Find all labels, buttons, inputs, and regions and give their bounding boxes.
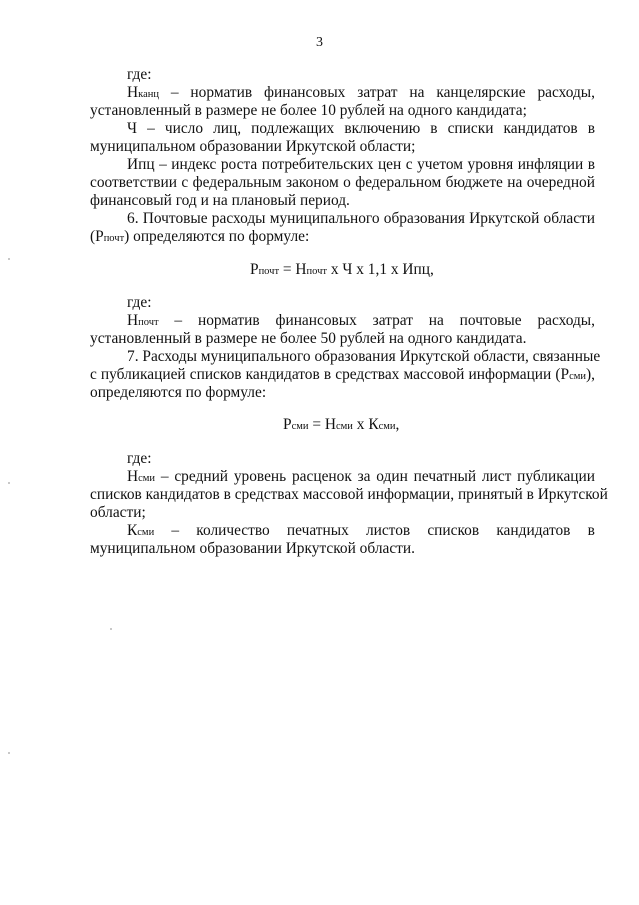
item7-line2 <box>90 366 595 386</box>
scan-speck <box>110 628 112 630</box>
nsmi-definition-line3: области; <box>90 504 146 521</box>
page-number: 3 <box>316 35 323 50</box>
ksmi-word: списков <box>427 522 480 539</box>
npocht-word: финансовых <box>275 312 357 329</box>
formula1-p-sub: почт <box>258 266 280 277</box>
nkanc-symbol: Н <box>127 84 139 101</box>
formula2-eq: = Н <box>308 416 336 433</box>
npocht-word: – <box>174 312 183 329</box>
ch-definition-line1: Ч – число лиц, подлежащих включению в списки кандидатов в <box>127 120 595 137</box>
item7-line2-text: с публикацией списков кандидатов в средствах массовой информации (Р <box>90 366 570 383</box>
nkanc-text: – норматив финансовых затрат на канцелярские расходы, <box>158 84 595 101</box>
scan-speck <box>8 258 10 260</box>
ksmi-word: количество <box>196 522 270 539</box>
item6-suffix: ) определяются по формуле: <box>124 228 310 245</box>
nkanc-definition-line2: установленный в размере не более 10 рублей на одного кандидата; <box>90 102 527 119</box>
item7-line1: 7. Расходы муниципального образования Иркутской области, связанные <box>127 348 601 365</box>
ipc-definition-line1: Ипц – индекс роста потребительских цен с учетом уровня инфляции в <box>127 156 595 173</box>
npocht-word: на <box>428 312 444 329</box>
nsmi-subscript: сми <box>138 473 156 484</box>
formula1-eq: = Н <box>279 261 307 278</box>
item7-line3: определяются по формуле: <box>90 384 267 401</box>
nsmi-definition-line2: списков кандидатов в средствах массовой информации, принятый в Иркутской <box>90 486 608 503</box>
scan-speck <box>8 482 10 484</box>
ksmi-subscript: сми <box>137 527 155 538</box>
formula1-p: Р <box>250 261 259 278</box>
npocht-definition-line2: установленный в размере не более 50 рублей на одного кандидата. <box>90 330 527 347</box>
nsmi-symbol: Н <box>127 468 139 485</box>
ksmi-word: кандидатов <box>496 522 571 539</box>
formula-media <box>283 416 399 436</box>
ksmi-word: – <box>171 522 180 539</box>
formula2-p-sub: сми <box>291 421 309 432</box>
nkanc-subscript: канц <box>138 89 159 100</box>
formula-postal <box>250 261 434 281</box>
ksmi-symbol: К <box>127 522 138 539</box>
formula1-n-sub: почт <box>306 266 327 277</box>
ch-definition-line2: муниципальном образовании Иркутской области; <box>90 138 416 155</box>
nsmi-definition-line1 <box>127 468 595 488</box>
npocht-word: почтовые <box>459 312 522 329</box>
ksmi-symbol-group <box>127 522 154 542</box>
formula2-k-sub: сми <box>378 421 396 432</box>
formula2-n-sub: сми <box>336 421 353 432</box>
formula1-rest: х Ч х 1,1 х Ипц, <box>327 261 434 278</box>
npocht-word: расходы, <box>537 312 595 329</box>
ipc-definition-line3: финансовый год и на плановый период. <box>90 192 350 209</box>
item6-subscript: почт <box>103 233 125 244</box>
where-label-3: где: <box>127 450 152 467</box>
item6-prefix: (Р <box>90 228 104 245</box>
npocht-symbol: Н <box>127 312 139 329</box>
formula2-end: , <box>395 416 400 433</box>
nsmi-text: – средний уровень расценок за один печатный лист публикации <box>155 468 595 485</box>
npocht-word: затрат <box>372 312 413 329</box>
formula2-p: Р <box>283 416 292 433</box>
scan-speck <box>8 752 10 754</box>
item7-subscript: сми <box>569 371 587 382</box>
ipc-definition-line2: соответствии с федеральным законом о федеральном бюджете на очередной <box>90 174 595 191</box>
formula2-x: х К <box>352 416 379 433</box>
nkanc-definition-line1 <box>90 84 595 104</box>
where-label-1: где: <box>127 66 152 83</box>
item6-line1: 6. Почтовые расходы муниципального образования Иркутской области <box>127 210 595 227</box>
item7-line2-end: ), <box>586 366 595 383</box>
npocht-subscript: почт <box>138 317 159 328</box>
ksmi-word: в <box>587 522 595 539</box>
ksmi-word: листов <box>365 522 411 539</box>
npocht-definition-line1 <box>127 312 595 332</box>
ksmi-definition-line2: муниципальном образовании Иркутской области. <box>90 540 415 557</box>
npocht-word: норматив <box>197 312 260 329</box>
ksmi-word: печатных <box>286 522 349 539</box>
ksmi-definition-line1 <box>127 522 595 542</box>
where-label-2: где: <box>127 294 152 311</box>
npocht-symbol-group <box>127 312 159 332</box>
item6-line2 <box>90 228 309 248</box>
